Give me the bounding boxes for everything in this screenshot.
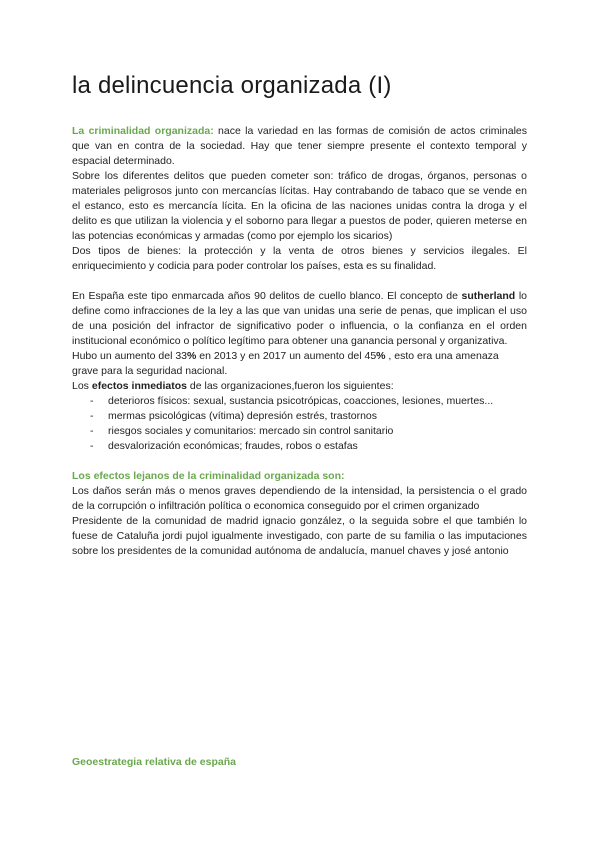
page-title: la delincuencia organizada (I) [72,72,392,99]
text-run: lo define como infracciones de la ley a las que van unidas una serie de penas, que implican el uso de una posición del infractor de significativo poder o influencia, o la confianza en el orden institucional económico o político legítimo para obtener una ganancia personal y organizativa. [72,290,527,347]
list-item: - riesgos sociales y comunitarios: mercado sin control sanitario [72,424,527,439]
bold-term: % [187,350,197,362]
section-heading-geoestrategia: Geoestrategia relativa de españa [72,756,236,768]
text-run: Hubo un aumento del 33 [72,350,188,362]
text-run: En España este tipo enmarcada años 90 delitos de cuello blanco. El concepto de [72,290,462,302]
green-lead: La criminalidad organizada: [72,125,214,137]
list-item: - deterioros físicos: sexual, sustancia psicotrópicas, coacciones, lesiones, muertes... [72,394,527,409]
section-heading-efectos-lejanos: Los efectos lejanos de la criminalidad organizada son: [72,470,345,482]
text-run: , esto era una amenaza grave para la seguridad nacional. [72,350,499,377]
paragraph-delitos: Sobre los diferentes delitos que pueden cometer son: tráfico de drogas, órganos, personas o materiales peligrosos junto con mercancías lícitas. Hay contrabando de tabaco que se vende en el estanco, esto es mercancía lícita. En la oficina de las naciones unidas contra la droga y el delito es que utilizan la violencia y el soborno para llegar a puestos de poder, quieren meterse en las potencias económicas y armadas (como por ejemplo los sicarios) [72,170,527,242]
list-item: - desvalorización económicas; fraudes, robos o estafas [72,439,527,454]
bold-term: % [376,350,386,362]
paragraph-presidente: Presidente de la comunidad de madrid ignacio gonzález, o la seguida sobre el que también lo fuese de Cataluña jordi pujol igualmente investigado, con parte de su familia o las imputaciones sobre los presidentes de la comunidad autónoma de andalucía, manuel chaves y josé antonio [72,515,527,557]
spacer [72,274,527,289]
paragraph-aumento [72,349,527,379]
paragraph-efectos [72,379,527,394]
paragraph-bienes: Dos tipos de bienes: la protección y la venta de otros bienes y servicios ilegales. El enriquecimiento y codicia para poder controlar los países, esta es su finalidad. [72,245,527,272]
text-run: en 2013 y en 2017 un aumento del 45 [196,350,377,362]
paragraph-criminalidad [72,124,527,169]
text-run: de las organizaciones,fueron los siguientes: [186,380,394,392]
list-item: - mermas psicológicas (vítima) depresión estrés, trastornos [72,409,527,424]
text-run: Los [72,380,92,392]
paragraph-sutherland [72,289,527,349]
spacer [72,454,527,469]
paragraph-danos: Los daños serán más o menos graves dependiendo de la intensidad, la persistencia o el grado de la corrupción o infiltración política o economica conseguido por el crimen organizado [72,485,527,512]
bold-term: efectos inmediatos [91,380,187,392]
paragraph-text: nace la variedad en las formas de comisión de actos criminales que van en contra de la sociedad. Hay que tener siempre presente el contexto temporal y espacial determinado. [72,125,527,167]
bold-term: sutherland [461,290,516,302]
document-body [72,124,527,559]
efectos-list [72,394,527,454]
